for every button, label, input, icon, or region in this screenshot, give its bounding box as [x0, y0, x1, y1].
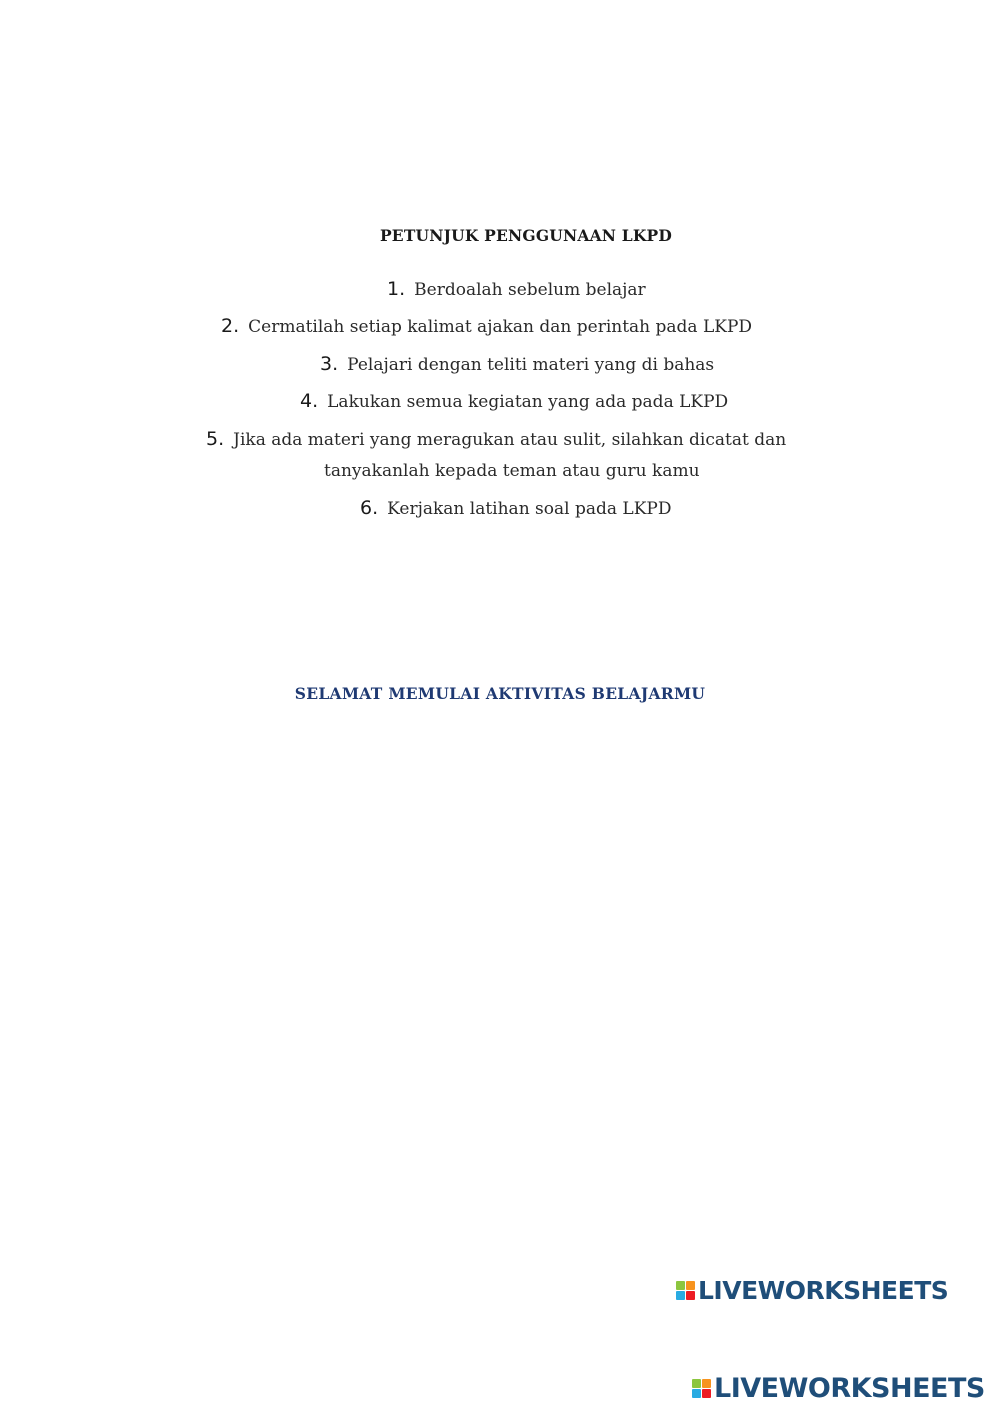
item-text: Berdoalah sebelum belajar — [414, 280, 646, 300]
instruction-item-5-continuation: tanyakanlah kepada teman atau guru kamu — [324, 461, 700, 481]
item-number: 1. — [387, 278, 406, 300]
liveworksheets-logo-icon — [676, 1281, 695, 1300]
item-number: 4. — [300, 390, 319, 412]
liveworksheets-watermark-1 — [676, 1278, 948, 1303]
instruction-item-3 — [0, 352, 1000, 377]
watermark-text: LIVEWORKSHEETS — [714, 1373, 985, 1404]
item-text: Pelajari dengan teliti materi yang di bahas — [347, 355, 715, 375]
watermark-text: LIVEWORKSHEETS — [698, 1276, 949, 1305]
instruction-item-4 — [0, 389, 1000, 414]
liveworksheets-logo-icon — [692, 1379, 711, 1398]
liveworksheets-watermark-2 — [692, 1375, 985, 1402]
item-number: 3. — [320, 353, 339, 375]
item-text: Cermatilah setiap kalimat ajakan dan perintah pada LKPD — [248, 317, 753, 337]
page-title: PETUNJUK PENGGUNAAN LKPD — [379, 226, 673, 245]
item-number: 6. — [360, 497, 379, 519]
instruction-item-2 — [0, 314, 1000, 339]
item-text: Lakukan semua kegiatan yang ada pada LKPD — [327, 392, 729, 412]
item-number: 2. — [221, 315, 240, 337]
instruction-item-6 — [0, 496, 1000, 521]
instruction-item-1 — [0, 277, 1000, 302]
item-text: Kerjakan latihan soal pada LKPD — [387, 499, 672, 519]
item-text: Jika ada materi yang meragukan atau sulit, silahkan dicatat dan — [233, 430, 787, 450]
item-number: 5. — [206, 428, 225, 450]
instruction-item-5 — [0, 427, 1000, 452]
greeting-text: SELAMAT MEMULAI AKTIVITAS BELAJARMU — [294, 684, 706, 703]
